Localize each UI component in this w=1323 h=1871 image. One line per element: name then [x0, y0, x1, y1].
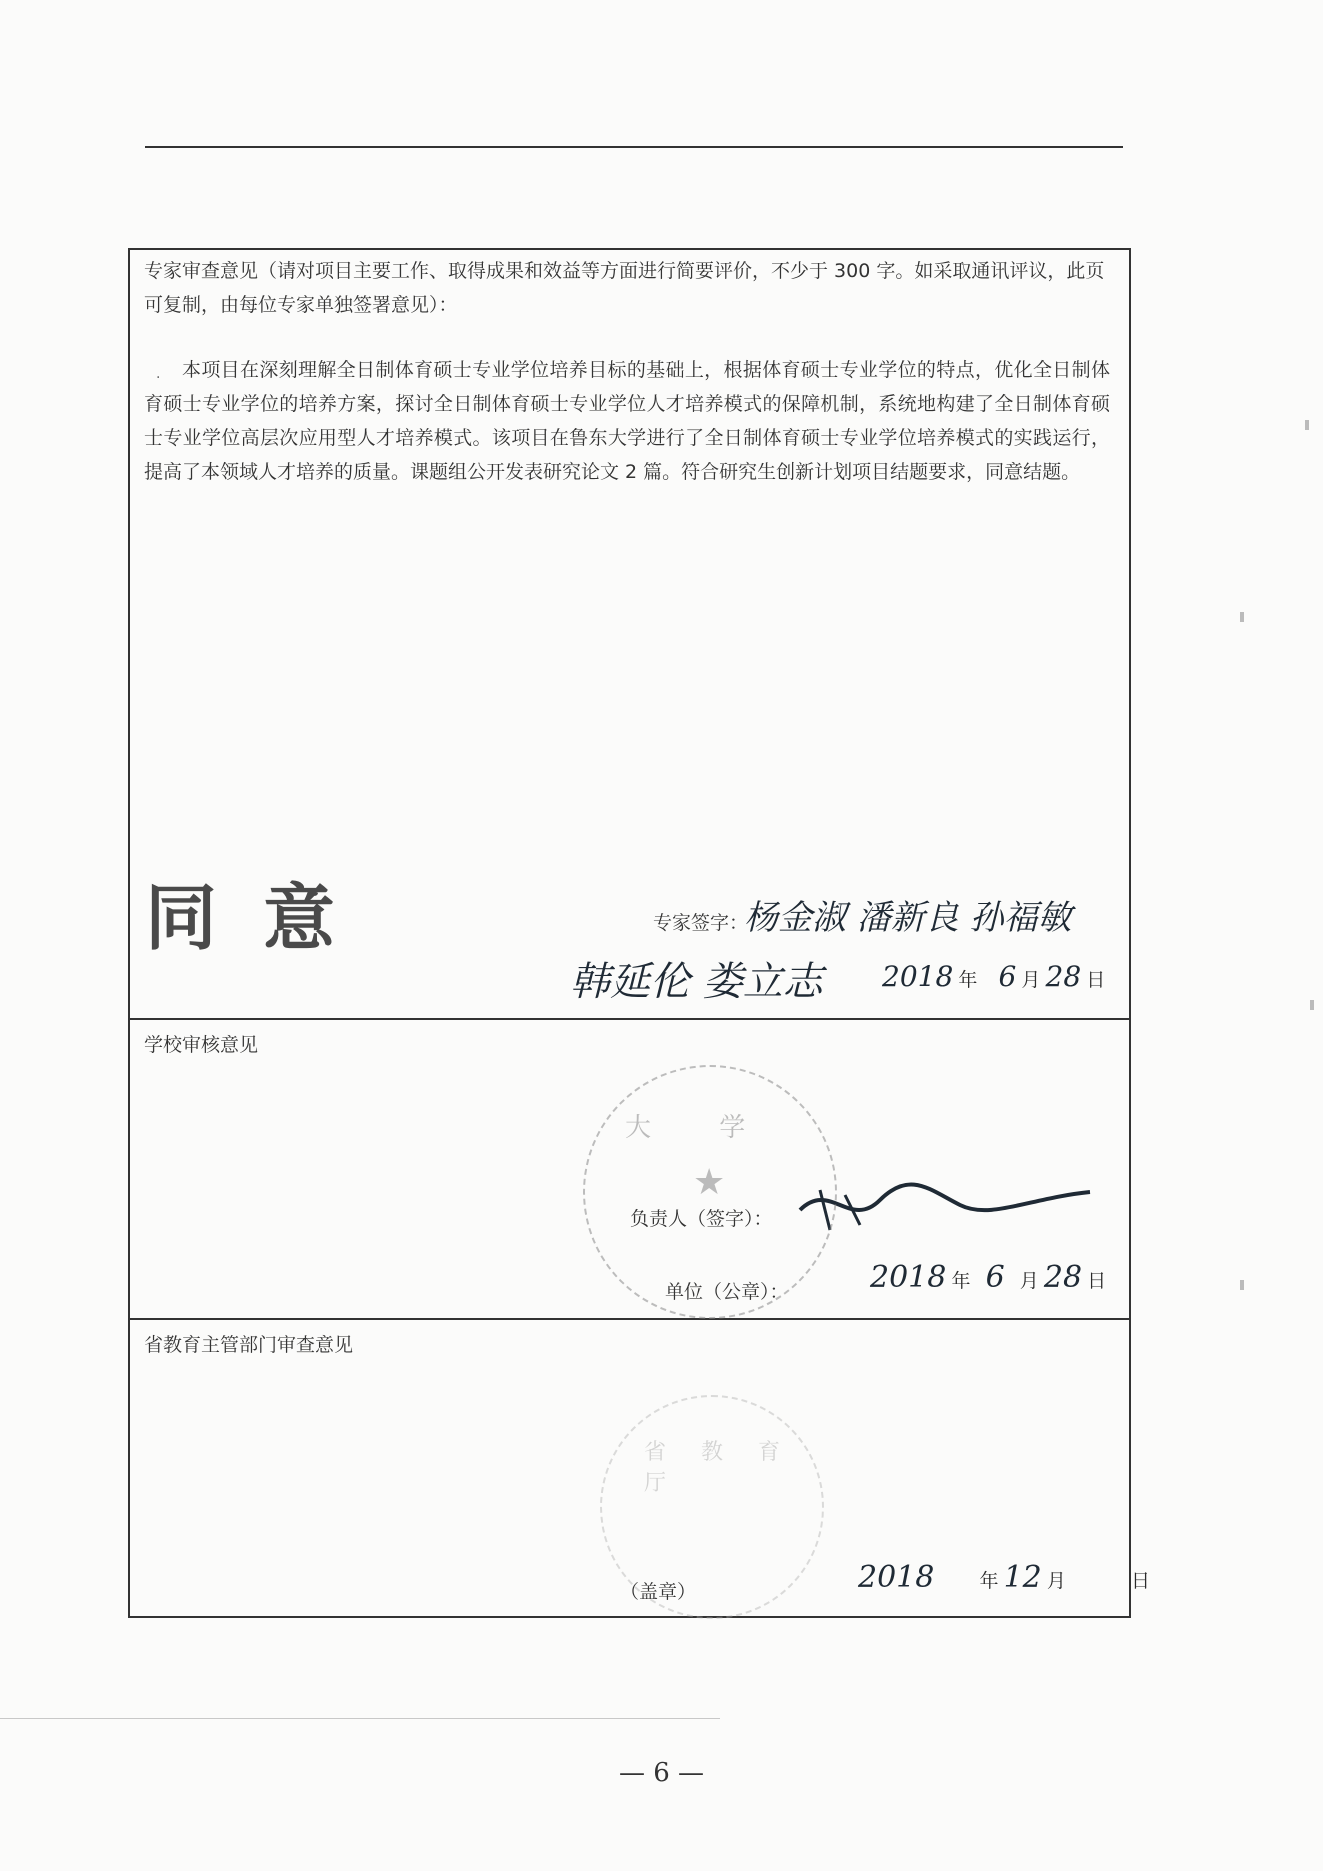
scan-edge-mark: [1310, 1000, 1314, 1010]
province-date-day-suffix: 日: [1130, 1570, 1150, 1592]
seal-text-deco: 大 学: [625, 1113, 776, 1143]
expert-date: [882, 960, 1105, 993]
expert-signatures-line1: 杨金淑 潘新良 孙福敏: [744, 898, 1072, 938]
agree-stamp: 同意: [145, 875, 382, 960]
responsible-signature: [790, 1170, 1110, 1250]
expert-date-year-suffix: 年: [958, 969, 978, 991]
school-date-day: 28: [1043, 1260, 1083, 1295]
province-date-month-suffix: 月: [1046, 1570, 1066, 1592]
page-number: — 6 —: [618, 1758, 705, 1788]
expert-date-day-suffix: 日: [1086, 969, 1106, 991]
province-seal-label: （盖章）: [620, 1581, 697, 1603]
province-date-month: 12: [1003, 1560, 1042, 1595]
seal-text-deco: 省 教 育 厅: [644, 1440, 794, 1496]
responsible-signature-label: 负责人（签字）：: [630, 1208, 773, 1230]
unit-seal-label: 单位（公章）：: [665, 1281, 789, 1303]
expert-date-month: 6: [998, 960, 1017, 993]
province-date: [858, 1560, 1150, 1595]
expert-date-day: 28: [1045, 960, 1082, 993]
school-official-seal: [583, 1065, 837, 1319]
school-date-day-suffix: 日: [1087, 1270, 1107, 1292]
school-date-year-suffix: 年: [951, 1270, 971, 1292]
expert-review-body: 本项目在深刻理解全日制体育硕士专业学位培养目标的基础上，根据体育硕士专业学位的特点，优化全日制体育硕士专业学位的培养方案，探讨全日制体育硕士专业学位人才培养模式的保障机制，系统地构建了全日制体育硕士专业学位高层次应用型人才培养模式。该项目在鲁东大学进行了全日制体育硕士专业学位培养模式的实践运行，提高了本领域人才培养的质量。课题组公开发表研究论文 2 篇。符合研究生创新计划项目结题要求，同意结题。: [144, 359, 1110, 483]
scan-artifact-line: [0, 1718, 720, 1719]
province-date-year-suffix: 年: [979, 1570, 999, 1592]
province-date-year: 2018: [858, 1560, 935, 1595]
province-review-heading: 省教育主管部门审查意见: [144, 1334, 354, 1356]
scan-edge-mark: [1240, 1280, 1244, 1290]
expert-review-heading: 专家审查意见（请对项目主要工作、取得成果和效益等方面进行简要评价，不少于 300 字。如采取通讯评议，此页可复制，由每位专家单独签署意见）：: [144, 260, 1105, 316]
star-icon: ★: [693, 1162, 726, 1203]
expert-signature-label: 专家签字：: [653, 912, 749, 934]
province-official-seal: [600, 1395, 824, 1619]
school-date-month-suffix: 月: [1019, 1270, 1039, 1292]
school-review-heading: 学校审核意见: [144, 1034, 259, 1056]
school-date-year: 2018: [870, 1260, 947, 1295]
scan-edge-mark: [1305, 420, 1309, 430]
school-date: [870, 1260, 1106, 1295]
expert-date-year: 2018: [882, 960, 954, 993]
expert-signatures-line2: 韩延伦 娄立志: [570, 959, 823, 1005]
scan-edge-mark: [1240, 612, 1244, 622]
expert-date-month-suffix: 月: [1021, 969, 1041, 991]
scan-dot: ·: [156, 370, 161, 386]
top-rule: [145, 146, 1123, 148]
school-date-month: 6: [985, 1260, 1005, 1295]
